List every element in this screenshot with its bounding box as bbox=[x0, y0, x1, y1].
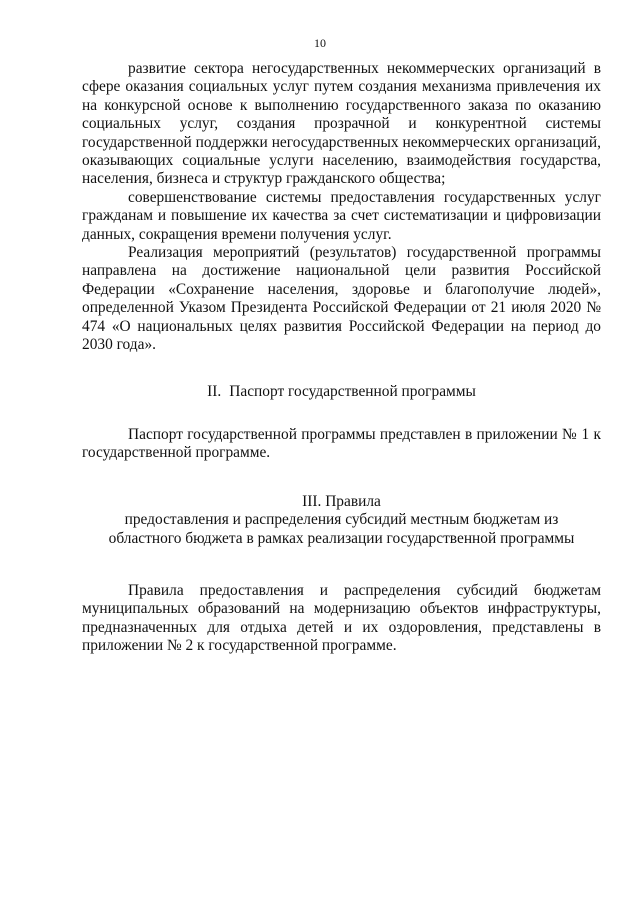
paragraph-service-improvement: совершенствование системы предоставления государственных услуг гражданам и повышение их качества за счет систематизации и цифровизации данных, сокращения времени получения услуг. bbox=[82, 188, 601, 243]
section-2-text: Паспорт государственной программы представлен в приложении № 1 к государственной программе. bbox=[82, 425, 601, 462]
section-2-heading bbox=[82, 383, 601, 401]
section-2-number: II. bbox=[207, 382, 222, 400]
section-3-number: III. Правила bbox=[302, 492, 381, 510]
paragraph-national-goal: Реализация мероприятий (результатов) государственной программы направлена на достижение национальной цели развития Российской Федерации «Сохранение населения, здоровье и благополучие людей», определенной Указом Президента Российской Федерации от 21 июля 2020 № 474 «О национальных целях развития Российской Федерации на период до 2030 года». bbox=[82, 244, 601, 354]
paragraph-ngo-development: развитие сектора негосударственных некоммерческих организаций в сфере оказания социальных услуг путем создания механизма привлечения их на конкурсной основе к выполнению государственного заказа по оказанию социальных услуг, создания прозрачной и конкурентной системы государственной поддержки негосударственных некоммерческих организаций, оказывающих социальные услуги населению, взаимодействия государства, населения, бизнеса и структур гражданского общества; bbox=[82, 60, 601, 188]
section-3-text: Правила предоставления и распределения субсидий бюджетам муниципальных образований на модернизацию объектов инфраструктуры, предназначенных для отдыха детей и их оздоровления, представлены в приложении № 2 к государственной программе. bbox=[82, 581, 601, 655]
section-2-title: Паспорт государственной программы bbox=[229, 382, 476, 400]
page-content bbox=[82, 60, 601, 656]
page-number: 10 bbox=[314, 36, 326, 50]
section-3-title: предоставления и распределения субсидий местным бюджетам из областного бюджета в рамках реализации государственной программы bbox=[108, 511, 575, 547]
